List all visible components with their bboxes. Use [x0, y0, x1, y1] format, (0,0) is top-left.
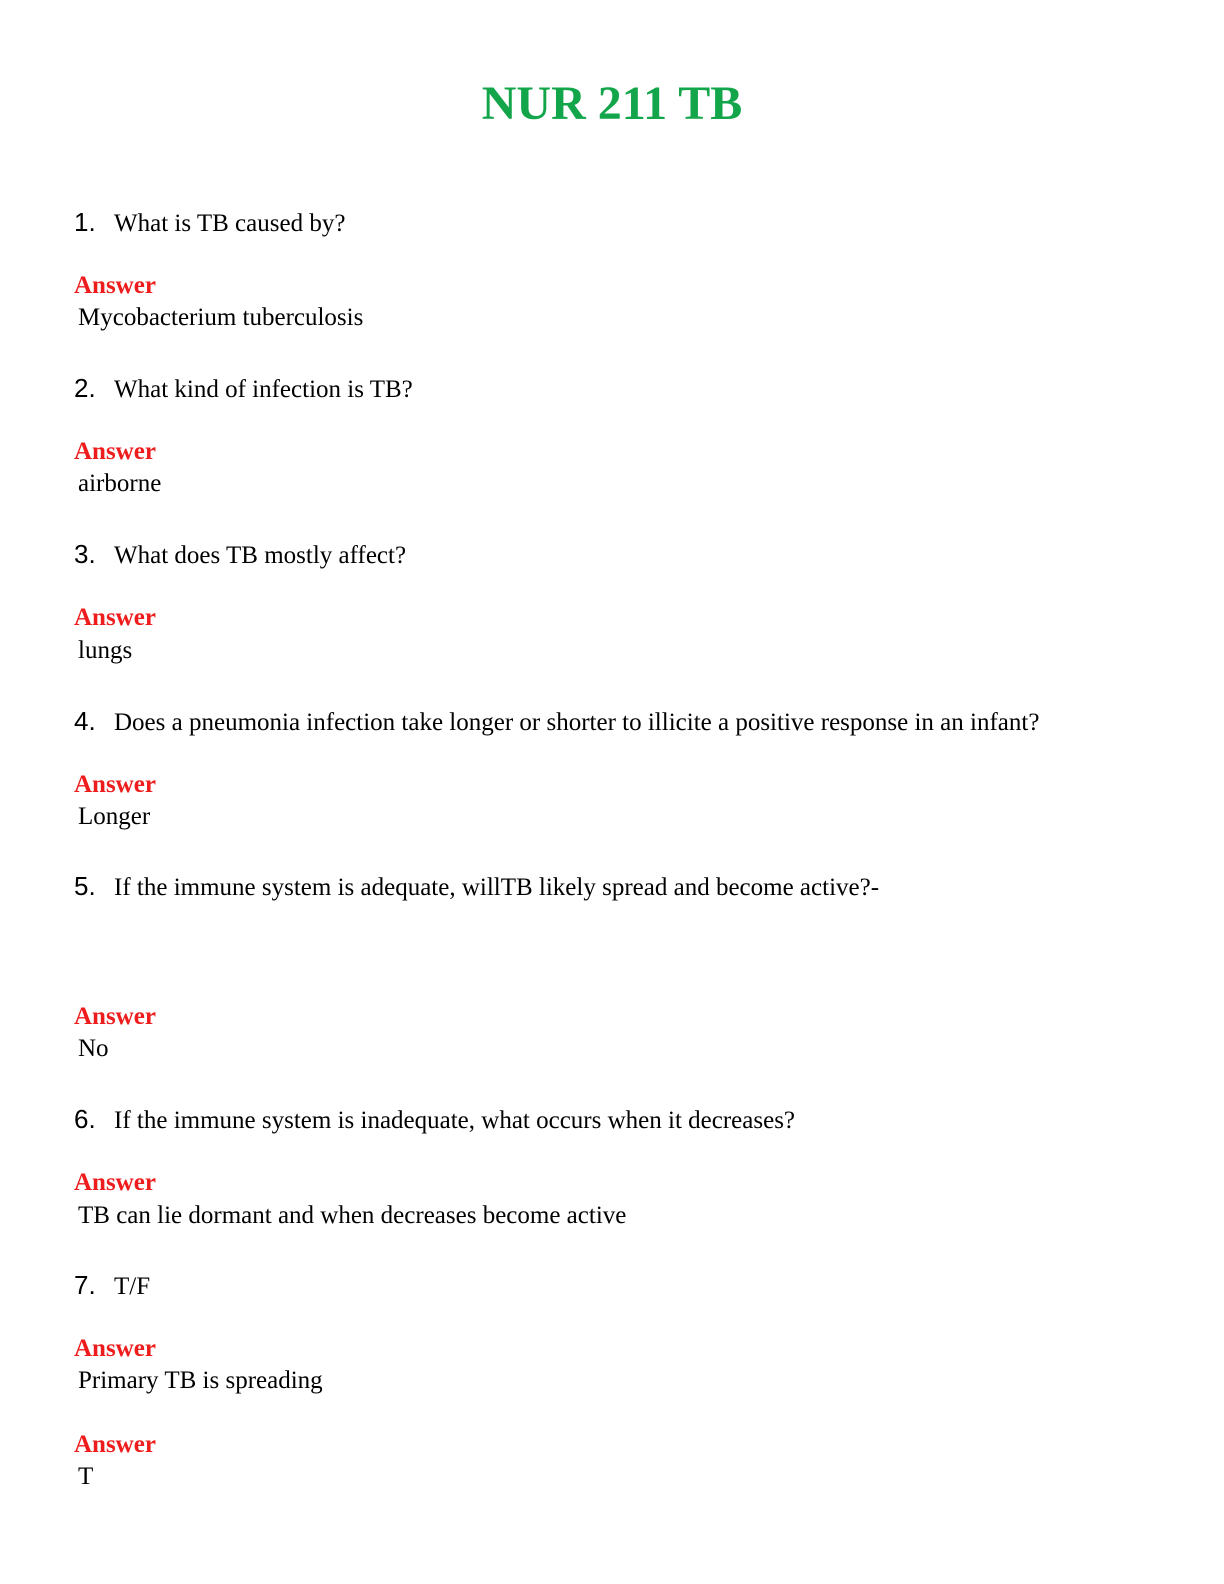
answer-text: TB can lie dormant and when decreases become active — [78, 1202, 627, 1229]
answer-label: Answer — [74, 604, 156, 631]
question-number: 2. — [74, 373, 96, 403]
question-number: 3. — [74, 539, 96, 569]
question-number: 1. — [74, 207, 96, 237]
question-4 — [74, 705, 1039, 739]
answer-text: T — [78, 1463, 94, 1490]
answer-text: No — [78, 1035, 109, 1062]
question-2 — [74, 372, 413, 406]
question-7 — [74, 1269, 150, 1303]
question-number: 5. — [74, 871, 96, 901]
question-3 — [74, 538, 406, 572]
answer-text: Mycobacterium tuberculosis — [78, 304, 364, 331]
answer-label: Answer — [74, 1169, 156, 1196]
question-text: What does TB mostly affect? — [114, 542, 407, 569]
document-title: NUR 211 TB — [481, 77, 743, 130]
question-text: Does a pneumonia infection take longer or shorter to illicite a positive response in an infant? — [114, 709, 1040, 736]
answer-label: Answer — [74, 771, 156, 798]
question-text: T/F — [114, 1273, 151, 1300]
question-text: What is TB caused by? — [114, 210, 346, 237]
question-5 — [74, 870, 879, 904]
answer-label: Answer — [74, 438, 156, 465]
answer-label: Answer — [74, 1003, 156, 1030]
question-text: If the immune system is inadequate, what occurs when it decreases? — [114, 1107, 796, 1134]
question-number: 4. — [74, 706, 96, 736]
answer-label: Answer — [74, 272, 156, 299]
answer-label: Answer — [74, 1431, 156, 1458]
answer-text: lungs — [78, 637, 133, 664]
question-text: If the immune system is adequate, willTB likely spread and become active?- — [114, 874, 880, 901]
question-number: 6. — [74, 1104, 96, 1134]
answer-text: Primary TB is spreading — [78, 1367, 323, 1394]
answer-text: airborne — [78, 470, 162, 497]
question-number: 7. — [74, 1270, 96, 1300]
answer-text: Longer — [78, 803, 151, 830]
question-6 — [74, 1103, 795, 1137]
question-text: What kind of infection is TB? — [114, 376, 413, 403]
question-1 — [74, 206, 345, 240]
answer-label: Answer — [74, 1335, 156, 1362]
